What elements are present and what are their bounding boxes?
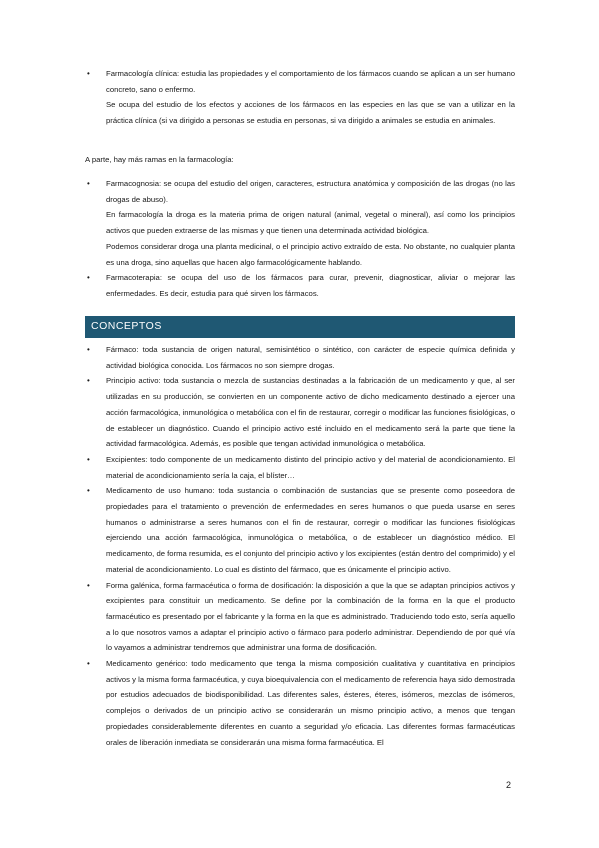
paragraph: Medicamento genérico: todo medicamento que tenga la misma composición cualitativa y cuantitativa en principios activos y la misma forma farmacéutica, y cuya bioequivalencia con el medicamento de referencia haya sido demostrada por estudios adecuados de biodisponibilidad. Las diferentes sales, ésteres, éteres, isómeros, mezclas de isómeros, complejos o derivados de un principio activo se considerarán un mismo principio activo, a menos que tengan propiedades considerablemente diferentes en cuanto a seguridad y/o eficacia. Las diferentes formas farmacéuticas orales de liberación inmediata se considerarán una misma forma farmacéutica. El	[106, 659, 515, 747]
paragraph: Farmacognosia: se ocupa del estudio del origen, caracteres, estructura anatómica y composición de las drogas (no las drogas de abuso).	[106, 179, 515, 204]
list-item	[85, 483, 515, 577]
paragraph: Farmacología clínica: estudia las propiedades y el comportamiento de los fármacos cuando se aplican a un ser humano concreto, sano o enfermo.	[106, 69, 515, 94]
paragraph: Farmacoterapia: se ocupa del uso de los fármacos para curar, prevenir, diagnosticar, aliviar o mejorar las enfermedades. Es decir, estudia para qué sirven los fármacos.	[106, 273, 515, 298]
list-item	[85, 656, 515, 750]
intro-list	[85, 66, 515, 129]
paragraph: Podemos considerar droga una planta medicinal, o el principio activo extraído de esta. No obstante, no cualquier planta es una droga, sino aquellas que hacen algo farmacológicamente hablando.	[106, 241, 515, 267]
bullet: •	[87, 454, 90, 464]
paragraph: En farmacología la droga es la materia prima de origen natural (animal, vegetal o mineral), así como los principios activos que pueden extraerse de las mismas y que tienen una determinada actividad biológica.	[106, 210, 515, 236]
bullet: •	[87, 345, 90, 354]
lead-text: A parte, hay más ramas en la farmacología:	[85, 155, 234, 164]
bullet: •	[87, 69, 90, 78]
paragraph: Principio activo: toda sustancia o mezcla de sustancias destinadas a la fabricación de un medicamento y que, al ser utilizadas en su producción, se convierten en un componente activo de dicho medicamento destinado a ejercer una acción farmacológica, inmunológica o metabólica con el fin de restaurar, corregir o modificar las funciones fisiológicas, o de establecer un diagnóstico. Cuando el principio activo esté incluido en el medicamento será la parte que tiene la actividad farmacológica. Además, es posible que tengan actividad inmunológica o metabólica.	[106, 376, 515, 449]
list-item	[85, 270, 515, 301]
list-item	[85, 342, 515, 373]
section-header	[85, 316, 515, 338]
bullet: •	[87, 179, 90, 188]
bullet: •	[87, 486, 90, 496]
list-item	[85, 373, 515, 452]
list-item	[85, 578, 515, 657]
concepts-list	[85, 342, 515, 750]
list-item	[85, 452, 515, 483]
paragraph: Medicamento de uso humano: toda sustancia o combinación de sustancias que se presente como poseedora de propiedades para el tratamiento o prevención de enfermedades en seres humanos o que pueda usarse en seres humanos o administrarse a seres humanos con el fin de restaurar, corregir o modificar las funciones fisiológicas ejerciendo una acción farmacológica, inmunológica o metabólica, o de establecer un diagnóstico médico. El medicamento, de forma resumida, es el conjunto del principio activo y los excipientes (están dentro del comprimido) y el material de acondicionamiento. Lo cual es distinto del fármaco, que es únicamente el principio activo.	[106, 486, 515, 574]
list-item	[85, 66, 515, 129]
paragraph: Forma galénica, forma farmacéutica o forma de dosificación: la disposición a que la que se adaptan principios activos y excipientes para constituir un medicamento. Se define por la combinación de la forma en la que el producto farmacéutico es presentado por el fabricante y la forma en la que es administrado. Traduciendo todo esto, sería aquello a lo que nosotros vamos a adaptar el principio activo o fármaco para poderlo administrar. Dependiendo de por qué vía lo vayamos a administrar tendremos que administrar una forma de dosificación.	[106, 580, 515, 653]
bullet: •	[87, 273, 90, 283]
bullet: •	[87, 376, 90, 386]
paragraph: Excipientes: todo componente de un medicamento distinto del principio activo y del material de acondicionamiento. El material de acondicionamiento sería la caja, el blíster…	[106, 454, 515, 480]
section-title: CONCEPTOS	[91, 320, 162, 332]
paragraph: Fármaco: toda sustancia de origen natural, semisintético o sintético, con carácter de especie química definida y actividad biológica conocida. Los fármacos no son siempre drogas.	[106, 345, 515, 370]
branches-list	[85, 176, 515, 302]
bullet: •	[87, 580, 90, 590]
page-number: 2	[506, 780, 512, 790]
bullet: •	[87, 659, 90, 669]
list-item	[85, 176, 515, 270]
paragraph: Se ocupa del estudio de los efectos y acciones de los fármacos en las especies en las que se van a utilizar en la práctica clínica (si va dirigido a personas se estudia en personas, si va dirigido a animales se estudia en animales.	[106, 100, 515, 126]
